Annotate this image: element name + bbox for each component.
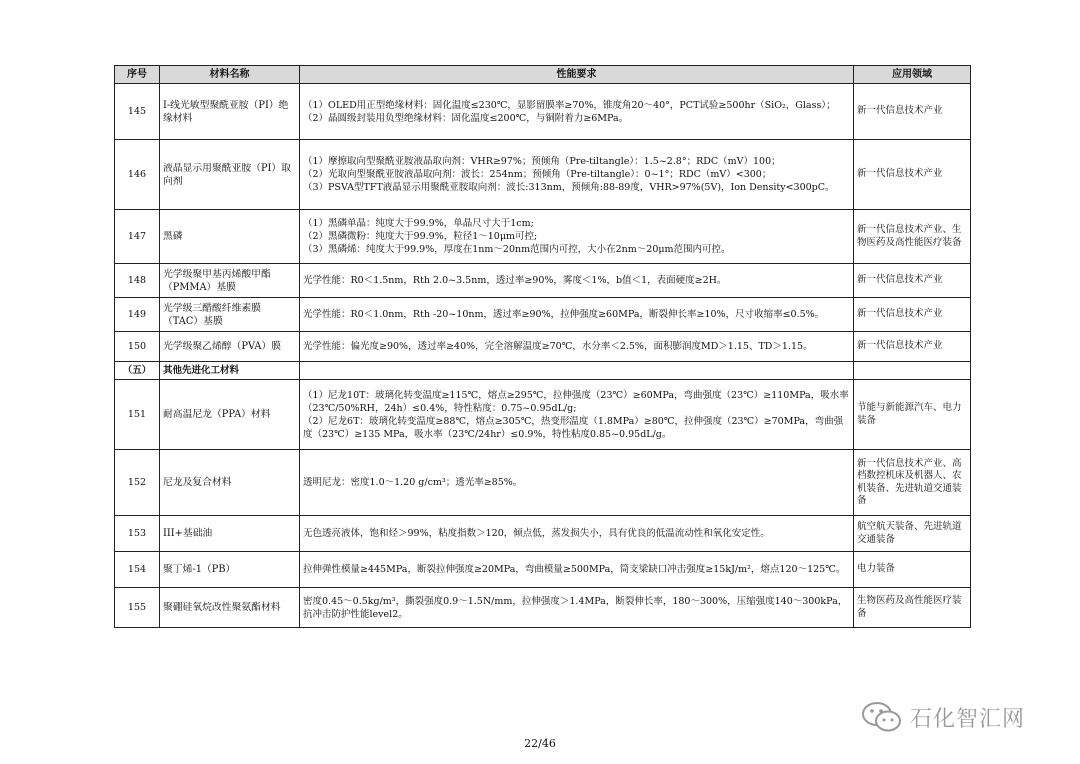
table-row: [115, 84, 971, 140]
row-application: 新一代信息技术产业: [854, 84, 971, 140]
row-application: 电力装备: [854, 552, 971, 588]
wechat-icon: [860, 700, 904, 734]
row-performance: [300, 552, 854, 588]
perf-line: 拉伸弹性模量≥445MPa，断裂拉伸强度≥20MPa，弯曲模量≥500MPa，筒支梁缺口冲击强度≥15kJ/m²，熔点120～125℃。: [303, 564, 846, 575]
table-row: [115, 588, 971, 628]
row-application: 新一代信息技术产业、生物医药及高性能医疗装备: [854, 210, 971, 264]
row-no: 155: [115, 588, 160, 628]
watermark-text: 石化智汇网: [910, 706, 1026, 732]
row-performance: [300, 298, 854, 332]
row-performance: [300, 332, 854, 362]
row-no: 149: [115, 298, 160, 332]
perf-line: （3）黑磷烯：纯度大于99.9%，厚度在1nm～20nm范围内可控，大小在2nm～20μm范围内可控。: [303, 244, 731, 255]
perf-line: 无色透亮液体，饱和烃＞99%，粘度指数＞120，倾点低，蒸发损失小，具有优良的低温流动性和氧化安定性。: [303, 528, 770, 539]
row-application: 新一代信息技术产业: [854, 140, 971, 210]
row-material-name: 液晶显示用聚酰亚胺（PI）取向剂: [160, 140, 300, 210]
section-row: [115, 362, 971, 380]
table-row: [115, 210, 971, 264]
perf-line: （1）尼龙10T：玻璃化转变温度≥115℃，熔点≥295℃，拉伸强度（23℃）≥60MPa，弯曲强度（23℃）≥110MPa，吸水率（23℃/50%RH，24h）≤0.4%，特性粘度：0.75~0.95dL/g;: [303, 389, 849, 414]
table-row: [115, 298, 971, 332]
watermark: [860, 700, 1025, 734]
row-material-name: 聚硼硅氧烷改性聚氨酯材料: [160, 588, 300, 628]
table-row: [115, 450, 971, 516]
row-no: 150: [115, 332, 160, 362]
row-material-name: 聚丁烯-1（PB）: [160, 552, 300, 588]
row-application: 航空航天装备、先进轨道交通装备: [854, 516, 971, 552]
header-material-name: 材料名称: [160, 66, 300, 84]
section-empty: [854, 362, 971, 380]
section-name: 其他先进化工材料: [160, 362, 300, 380]
row-no: 154: [115, 552, 160, 588]
perf-line: （1）摩擦取向型聚酰亚胺液晶取向剂：VHR≥97%；预倾角（Pre-tiltangle）：1.5~2.8°；RDC（mV）100；: [303, 156, 781, 167]
page-number: 22/46: [524, 737, 556, 750]
table-row: [115, 516, 971, 552]
requirements-table-wrap: [114, 65, 970, 628]
header-performance: 性能要求: [300, 66, 854, 84]
perf-line: （3）PSVA型TFT液晶显示用聚酰亚胺取向剂：波长:313nm，预倾角:88-89度，VHR>97%(5V)，Ion Density<300pC。: [303, 182, 835, 193]
perf-line: （2）光取向型聚酰亚胺液晶取向剂：波长：254nm；预倾角（Pre-tiltangle）：0~1°；RDC（mV）<300；: [303, 169, 772, 180]
row-material-name: 耐高温尼龙（PPA）材料: [160, 380, 300, 450]
row-application: 生物医药及高性能医疗装备: [854, 588, 971, 628]
perf-line: 光学性能：偏光度≥90%，透过率≥40%，完全溶解温度≥70℃，水分率＜2.5%，面积膨润度MD＞1.15、TD＞1.15。: [303, 341, 813, 352]
row-application: 新一代信息技术产业、高档数控机床及机器人、农机装备、先进轨道交通装备: [854, 450, 971, 516]
row-performance: [300, 140, 854, 210]
section-no: （五）: [115, 362, 160, 380]
perf-line: 透明尼龙：密度1.0～1.20 g/cm³；透光率≥85%。: [303, 477, 523, 488]
row-performance: [300, 450, 854, 516]
row-application: 新一代信息技术产业: [854, 298, 971, 332]
row-material-name: 黑磷: [160, 210, 300, 264]
perf-line: （1）OLED用正型绝缘材料：固化温度≤230℃，显影留膜率≥70%，锥度角20～40°，PCT试验≥500hr（SiO₂，Glass）；: [303, 99, 836, 111]
table-row: [115, 332, 971, 362]
table-row: [115, 552, 971, 588]
row-no: 153: [115, 516, 160, 552]
row-material-name: 尼龙及复合材料: [160, 450, 300, 516]
header-no: 序号: [115, 66, 160, 84]
row-no: 148: [115, 264, 160, 298]
table-row: [115, 140, 971, 210]
requirements-table: [114, 65, 971, 628]
perf-line: （2）尼龙6T：玻璃化转变温度≥88℃，熔点≥305℃，热变形温度（1.8MPa）≥80℃，拉伸强度（23℃）≥70MPa，弯曲强度（23℃）≥135 MPa，吸水率（23℃/24hr）≤0.9%，特性粘度0.85~0.95dL/g。: [303, 415, 844, 440]
row-no: 145: [115, 84, 160, 140]
perf-line: 密度0.45～0.5kg/m³，撕裂强度0.9～1.5N/mm，拉伸强度＞1.4MPa，断裂伸长率，180～300%，压缩强度140～300kPa，抗冲击防护性能level2。: [303, 595, 848, 620]
row-performance: [300, 264, 854, 298]
perf-line: 光学性能：R0＜1.0nm，Rth -20~10nm，透过率≥90%，拉伸强度≥60MPa，断裂伸长率≥10%，尺寸收缩率≤0.5%。: [303, 309, 825, 320]
section-empty: [300, 362, 854, 380]
perf-line: 光学性能：R0＜1.5nm，Rth 2.0~3.5nm，透过率≥90%，雾度＜1%，b值＜1，表面硬度≥2H。: [303, 275, 727, 286]
table-header-row: [115, 66, 971, 84]
row-no: 147: [115, 210, 160, 264]
row-no: 151: [115, 380, 160, 450]
row-performance: [300, 380, 854, 450]
row-material-name: 光学级三醋酸纤维素膜（TAC）基膜: [160, 298, 300, 332]
row-performance: [300, 588, 854, 628]
row-material-name: 光学级聚乙烯醇（PVA）膜: [160, 332, 300, 362]
row-material-name: 光学级聚甲基丙烯酸甲酯（PMMA）基膜: [160, 264, 300, 298]
row-no: 146: [115, 140, 160, 210]
row-application: 新一代信息技术产业: [854, 264, 971, 298]
row-material-name: I-线光敏型聚酰亚胺（PI）绝缘材料: [160, 84, 300, 140]
header-application: 应用领域: [854, 66, 971, 84]
perf-line: （2）晶圆级封装用负型绝缘材料：固化温度≤200℃，与铜附着力≥6MPa。: [303, 112, 629, 124]
row-no: 152: [115, 450, 160, 516]
table-row: [115, 264, 971, 298]
perf-line: （2）黑磷微粉：纯度大于99.9%，粒径1～10μm可控;: [303, 231, 538, 242]
table-row: [115, 380, 971, 450]
perf-line: （1）黑磷单晶：纯度大于99.9%，单晶尺寸大于1cm;: [303, 218, 534, 229]
row-performance: [300, 210, 854, 264]
row-material-name: III+基础油: [160, 516, 300, 552]
row-application: 新一代信息技术产业: [854, 332, 971, 362]
row-performance: [300, 84, 854, 140]
row-application: 节能与新能源汽车、电力装备: [854, 380, 971, 450]
row-performance: [300, 516, 854, 552]
